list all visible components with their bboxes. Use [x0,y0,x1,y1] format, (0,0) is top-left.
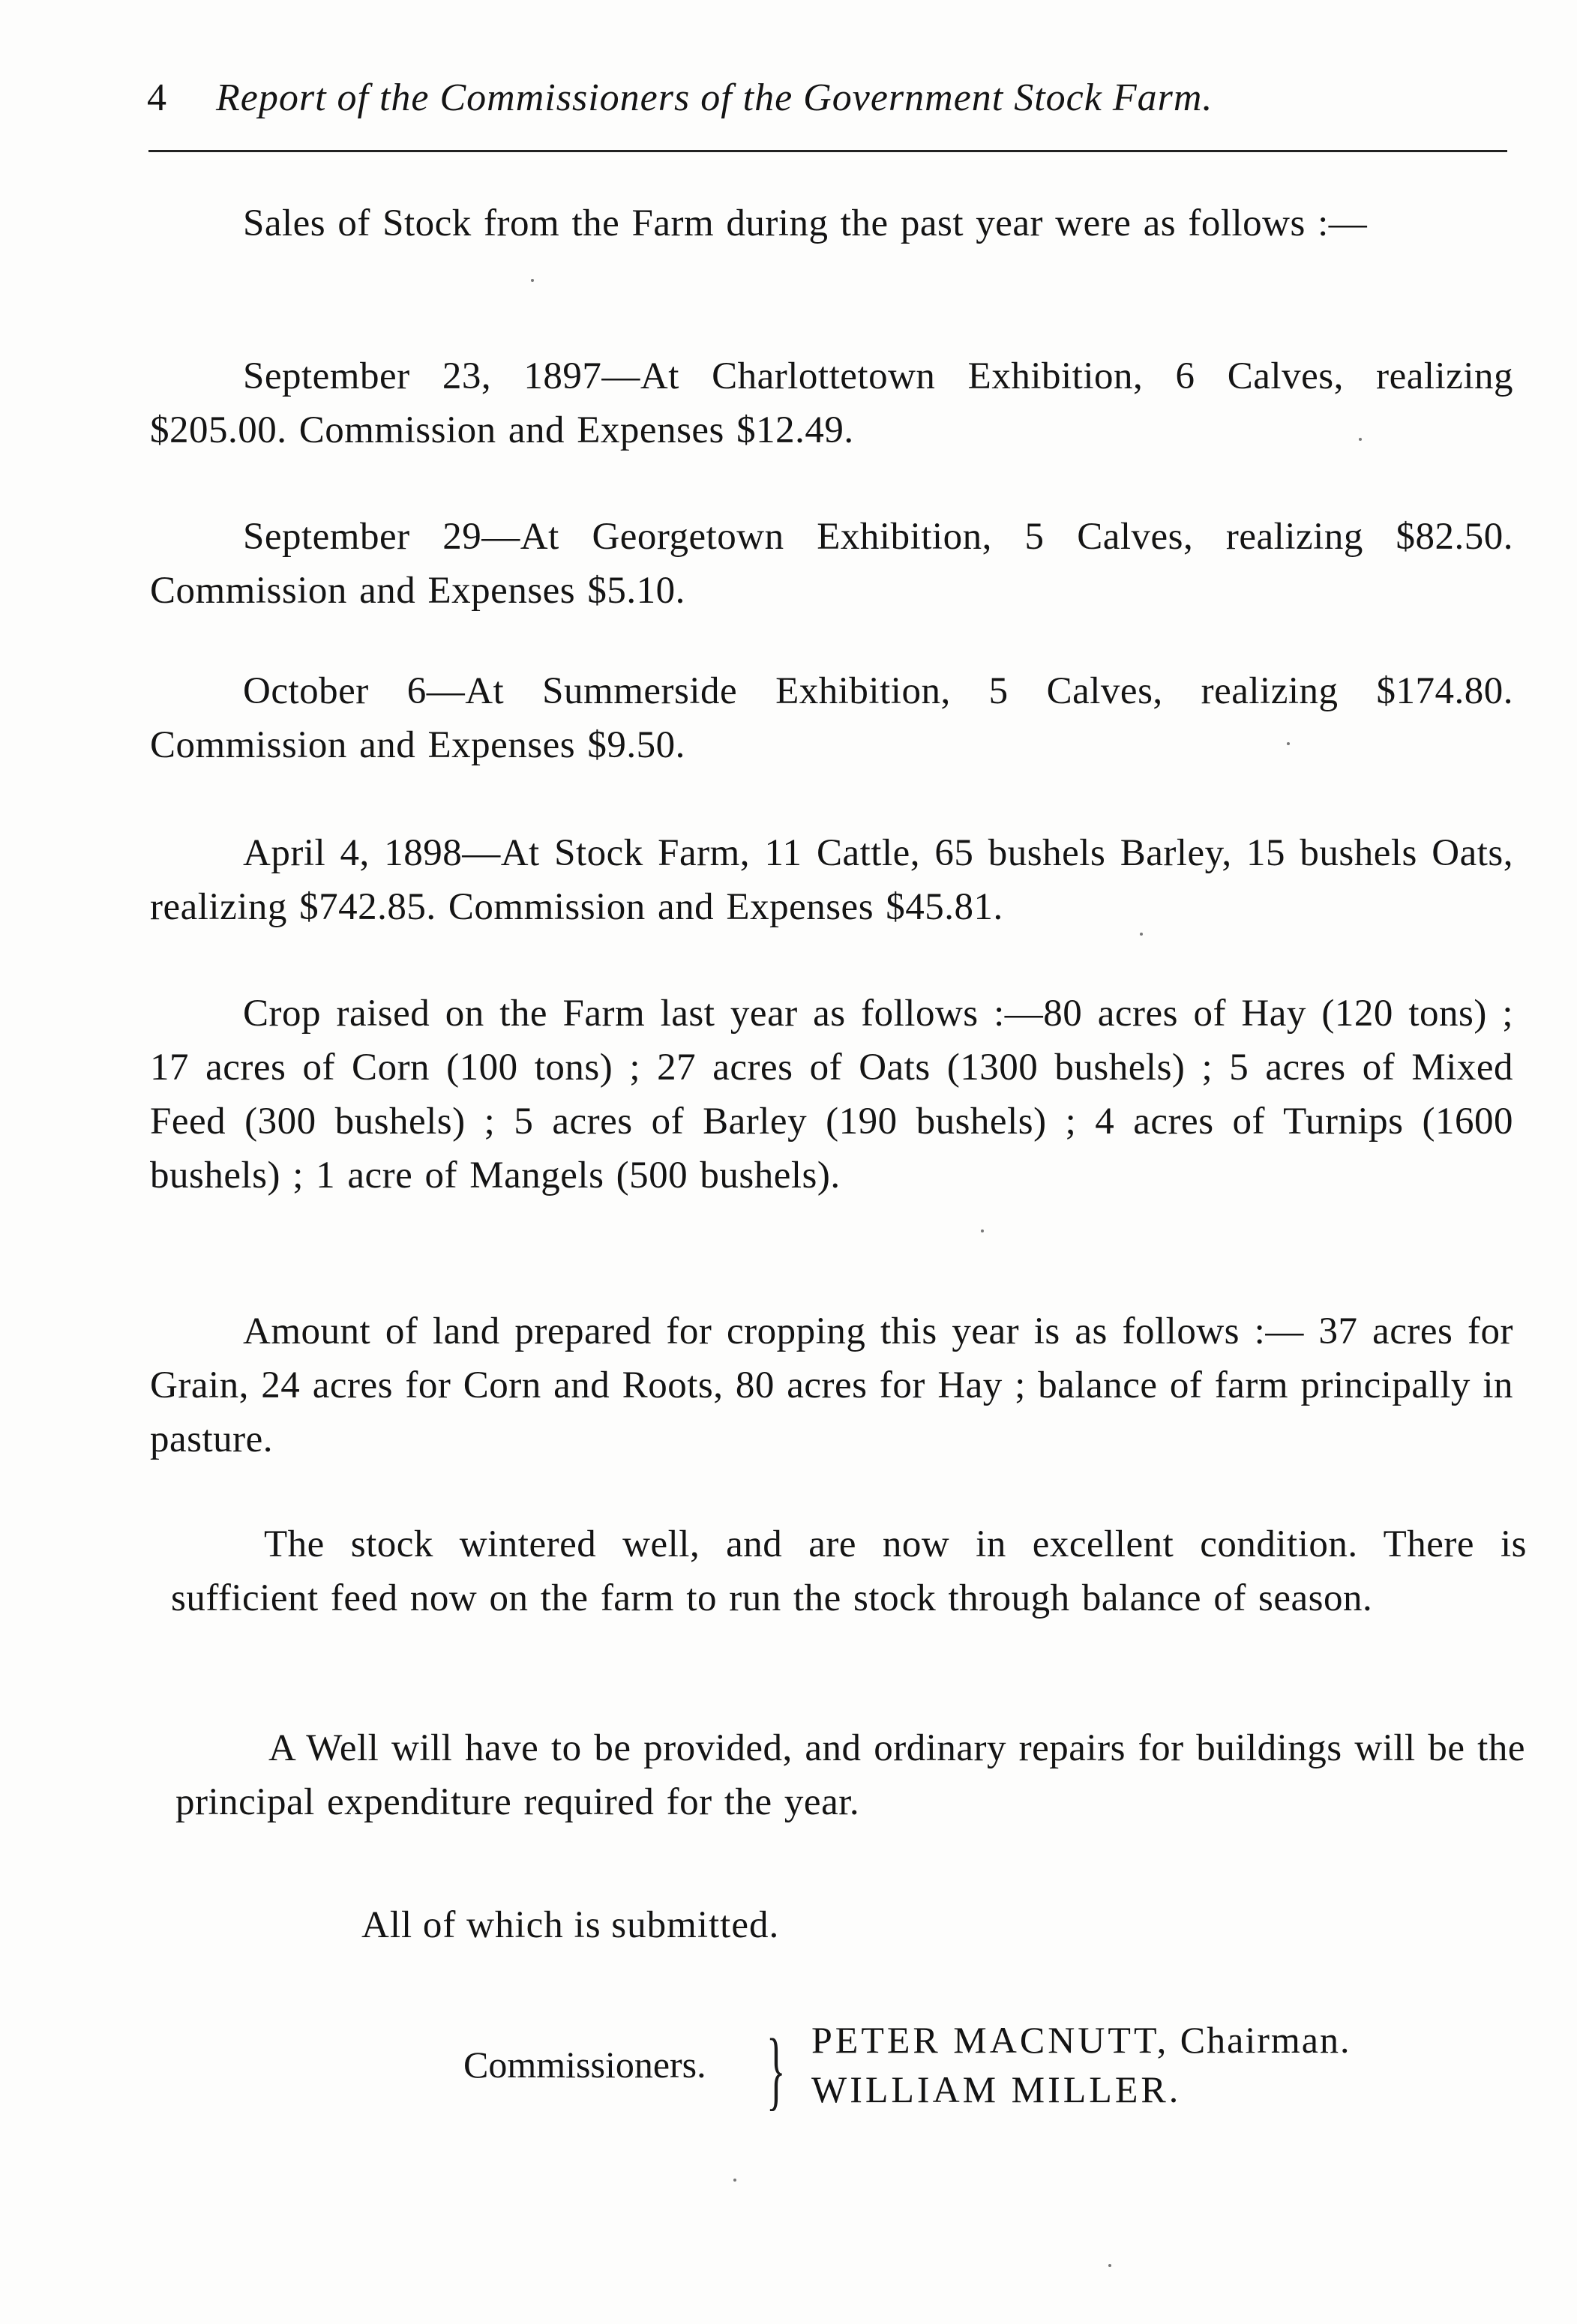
chairman-name: PETER MACNUTT, [811,2019,1170,2061]
signature-label: Commissioners. [463,2044,706,2086]
well-paragraph: A Well will have to be provided, and ordinary repairs for buildings will be the principal expenditure required for the year. [175,1727,1525,1823]
sale-paragraph-3: October 6—At Summerside Exhibition, 5 Calves, realizing $174.80. Commission and Expenses $9.50. [150,670,1513,766]
scan-speck [1140,933,1143,936]
sale-paragraph-4: April 4, 1898—At Stock Farm, 11 Cattle, 65 bushels Barley, 15 bushels Oats, realizing $742.85. Commission and Expenses $45.81. [150,832,1513,928]
closing-line: All of which is submitted. [361,1904,780,1946]
signature-line-1 [811,2015,1351,2065]
page-number: 4 [147,76,166,119]
chairman-title: Chairman. [1180,2019,1351,2061]
running-title: Report of the Commissioners of the Government Stock Farm. [216,76,1213,119]
scan-speck [531,279,534,282]
land-paragraph: Amount of land prepared for cropping this year is as follows :— 37 acres for Grain, 24 acres for Corn and Roots, 80 acres for Hay ; balance of farm principally in pasture. [150,1310,1513,1460]
sale-paragraph-2: September 29—At Georgetown Exhibition, 5 Calves, realizing $82.50. Commission and Expenses $5.10. [150,516,1513,612]
header-rule [148,150,1507,152]
scan-speck [1108,2264,1111,2267]
scan-speck [1359,438,1362,441]
stock-paragraph: The stock wintered well, and are now in excellent condition. There is sufficient feed now on the farm to run the stock through balance of season. [171,1523,1527,1619]
crop-paragraph: Crop raised on the Farm last year as follows :—80 acres of Hay (120 tons) ; 17 acres of Corn (100 tons) ; 27 acres of Oats (1300 bushels) ; 5 acres of Mixed Feed (300 bushels) ; 5 acres of Barley (190 bushels) ; 4 acres of Turnips (1600 bushels) ; 1 acre of Mangels (500 bushels). [150,993,1513,1196]
scan-speck [1287,742,1290,745]
signature-names [811,2015,1351,2114]
sale-paragraph-1: September 23, 1897—At Charlottetown Exhibition, 6 Calves, realizing $205.00. Commission and Expenses $12.49. [150,355,1513,451]
scan-speck [733,2179,736,2182]
signature-brace: } [766,2020,786,2119]
scan-speck [981,1229,984,1232]
page-header [147,64,1512,132]
intro-paragraph: Sales of Stock from the Farm during the past year were as follows :— [243,202,1368,244]
commissioner-name: WILLIAM MILLER. [811,2068,1182,2110]
